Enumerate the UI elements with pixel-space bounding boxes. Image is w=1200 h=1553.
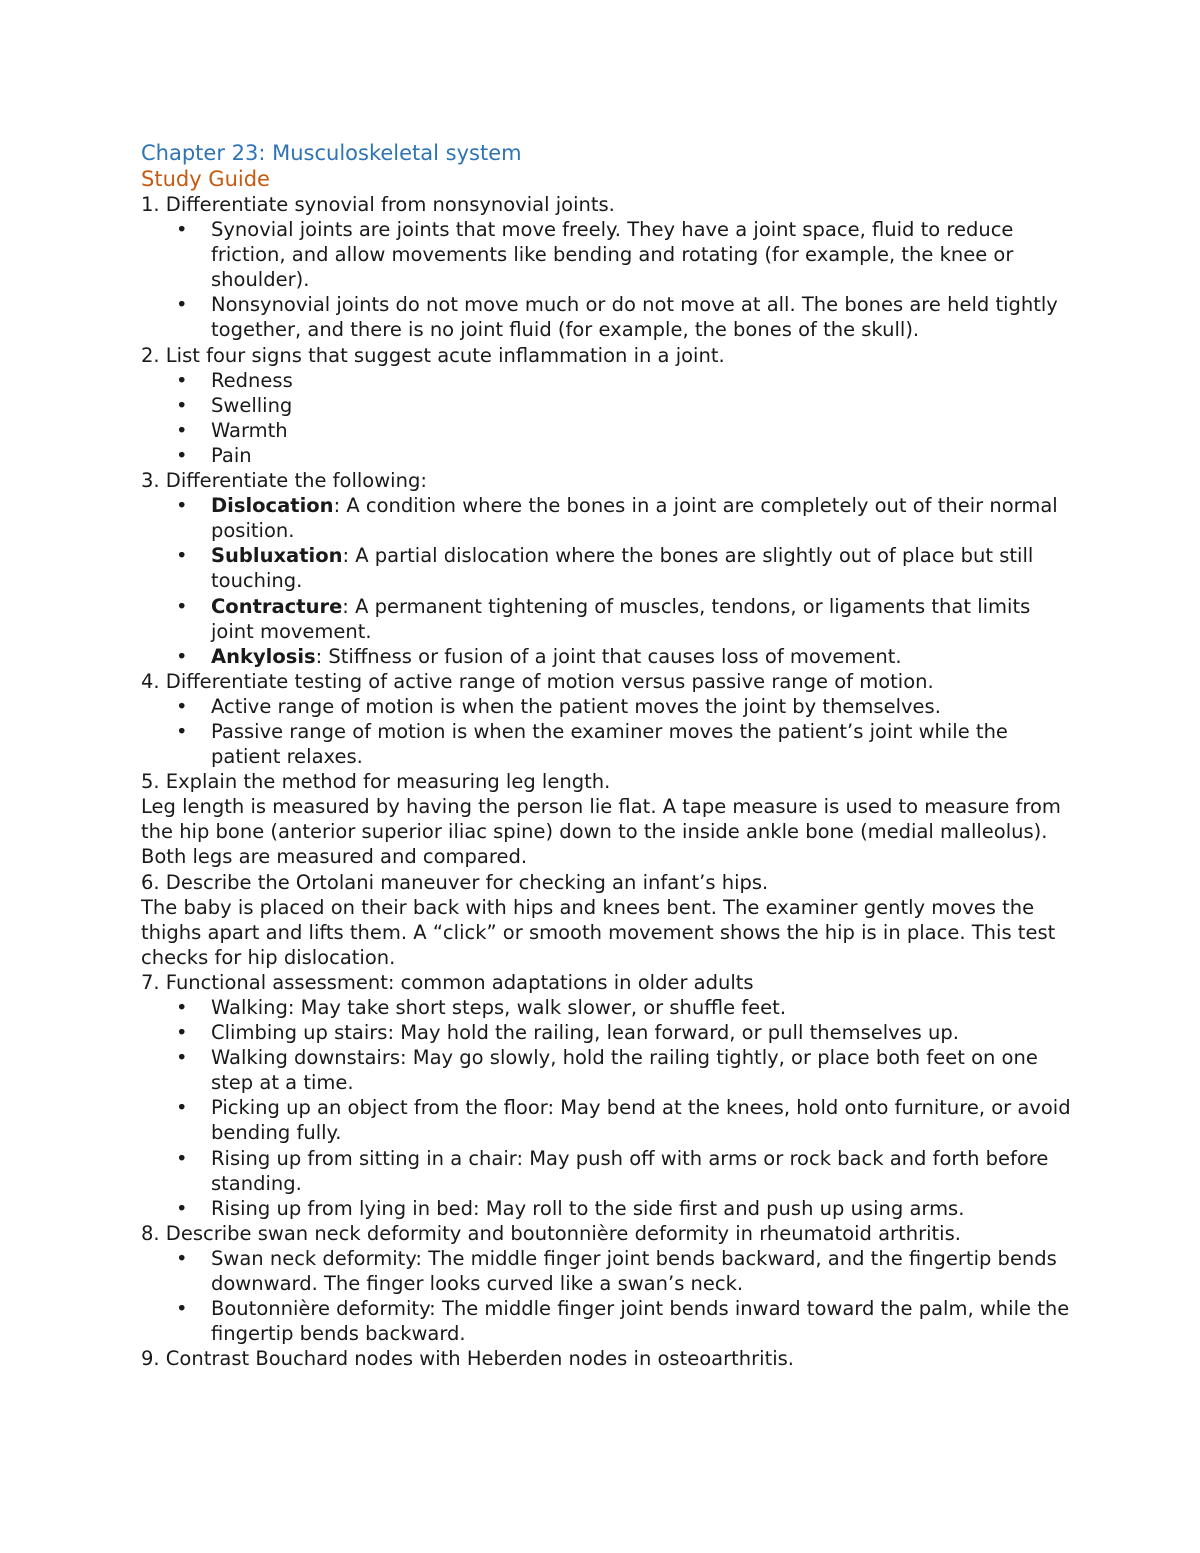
question-5-answer: Leg length is measured by having the person lie flat. A tape measure is used to measure from the hip bone (anterior superior iliac spine) down to the inside ankle bone (medial malleolus). Both legs are measured and compared.	[141, 795, 1061, 869]
bullet-icon: •	[176, 1021, 188, 1045]
question-8	[141, 1221, 1071, 1346]
list-item: • Rising up from lying in bed: May roll to the side first and push up using arms.	[176, 1196, 965, 1220]
question-5-text: 5. Explain the method for measuring leg length.	[141, 770, 611, 794]
bullet-icon: •	[176, 1297, 188, 1321]
question-1-list	[141, 217, 1071, 342]
list-item: • Walking downstairs: May go slowly, hold the railing tightly, or place both feet on one step at a time.	[176, 1046, 1038, 1095]
bullet-icon: •	[176, 644, 188, 668]
bullet-icon: •	[176, 719, 188, 743]
bullet-icon: •	[176, 393, 188, 417]
question-4-text: 4. Differentiate testing of active range of motion versus passive range of motion.	[141, 669, 934, 693]
list-item: • Swelling	[176, 393, 293, 417]
list-item: • Dislocation: A condition where the bones in a joint are completely out of their normal position.	[176, 494, 1058, 543]
question-6	[141, 870, 1071, 970]
list-item: • Passive range of motion is when the examiner moves the patient’s joint while the patient relaxes.	[176, 719, 1008, 769]
question-7-list	[141, 995, 1071, 1221]
bullet-icon: •	[176, 544, 188, 568]
list-item: • Rising up from sitting in a chair: May push off with arms or rock back and forth before standing.	[176, 1146, 1049, 1195]
bullet-icon: •	[176, 1046, 188, 1070]
list-item: • Subluxation: A partial dislocation where the bones are slightly out of place but still touching.	[176, 544, 1034, 593]
term: Subluxation	[211, 544, 343, 568]
list-item: • Pain	[176, 443, 252, 467]
term: Ankylosis	[211, 644, 316, 668]
question-4	[141, 669, 1071, 769]
list-item: • Redness	[176, 368, 293, 392]
bullet-icon: •	[176, 996, 188, 1019]
term: Dislocation	[211, 494, 334, 518]
question-1	[141, 192, 1071, 343]
question-4-list	[141, 694, 1071, 769]
question-6-answer: The baby is placed on their back with hips and knees bent. The examiner gently moves the thighs apart and lifts them. A “click” or smooth movement shows the hip is in place. This test checks for hip dislocation.	[141, 895, 1056, 969]
question-7	[141, 970, 1071, 1221]
bullet-icon: •	[176, 494, 188, 518]
list-item: • Picking up an object from the floor: May bend at the knees, hold onto furniture, or avoid bending fully.	[176, 1096, 1071, 1145]
bullet-icon: •	[176, 694, 188, 718]
bullet-icon: •	[176, 218, 188, 242]
question-5	[141, 769, 1071, 869]
list-item: • Synovial joints are joints that move freely. They have a joint space, fluid to reduce friction, and allow movements like bending and rotating (for example, the knee or shoulder).	[176, 218, 1014, 292]
list-item: • Ankylosis: Stiffness or fusion of a joint that causes loss of movement.	[176, 644, 902, 668]
bullet-icon: •	[176, 1146, 188, 1170]
list-item: • Climbing up stairs: May hold the railing, lean forward, or pull themselves up.	[176, 1021, 959, 1045]
bullet-icon: •	[176, 1196, 188, 1220]
question-2-list	[141, 368, 1071, 468]
question-9	[141, 1346, 1071, 1371]
bullet-icon: •	[176, 418, 188, 442]
question-8-list	[141, 1246, 1071, 1346]
bullet-icon: •	[176, 1096, 188, 1120]
list-item: • Walking: May take short steps, walk slower, or shuffle feet.	[176, 996, 787, 1019]
question-9-text: 9. Contrast Bouchard nodes with Heberden nodes in osteoarthritis.	[141, 1347, 794, 1371]
question-8-text: 8. Describe swan neck deformity and boutonnière deformity in rheumatoid arthritis.	[141, 1221, 961, 1245]
question-2-text: 2. List four signs that suggest acute inflammation in a joint.	[141, 343, 725, 367]
question-3-list	[141, 493, 1071, 669]
bullet-icon: •	[176, 443, 188, 467]
list-item: • Contracture: A permanent tightening of muscles, tendons, or ligaments that limits joint movement.	[176, 594, 1031, 643]
page-title: Chapter 23: Musculoskeletal system	[141, 141, 522, 165]
question-1-text: 1. Differentiate synovial from nonsynovial joints.	[141, 193, 615, 216]
bullet-icon: •	[176, 368, 188, 392]
list-item: • Warmth	[176, 418, 288, 442]
list-item: • Active range of motion is when the patient moves the joint by themselves.	[176, 694, 941, 718]
document-page	[141, 141, 1071, 1371]
term: Contracture	[211, 594, 343, 618]
question-3	[141, 468, 1071, 669]
question-2	[141, 343, 1071, 468]
bullet-icon: •	[176, 1246, 188, 1270]
question-7-text: 7. Functional assessment: common adaptations in older adults	[141, 970, 754, 994]
page-subtitle: Study Guide	[141, 166, 270, 191]
question-6-text: 6. Describe the Ortolani maneuver for checking an infant’s hips.	[141, 870, 769, 894]
list-item: • Swan neck deformity: The middle finger joint bends backward, and the fingertip bends downward. The finger looks curved like a swan’s neck.	[176, 1246, 1057, 1296]
question-3-text: 3. Differentiate the following:	[141, 469, 427, 493]
list-item: • Nonsynovial joints do not move much or do not move at all. The bones are held tightly together, and there is no joint fluid (for example, the bones of the skull).	[176, 293, 1058, 342]
list-item: • Boutonnière deformity: The middle finger joint bends inward toward the palm, while the fingertip bends backward.	[176, 1297, 1070, 1346]
bullet-icon: •	[176, 293, 188, 317]
bullet-icon: •	[176, 594, 188, 618]
